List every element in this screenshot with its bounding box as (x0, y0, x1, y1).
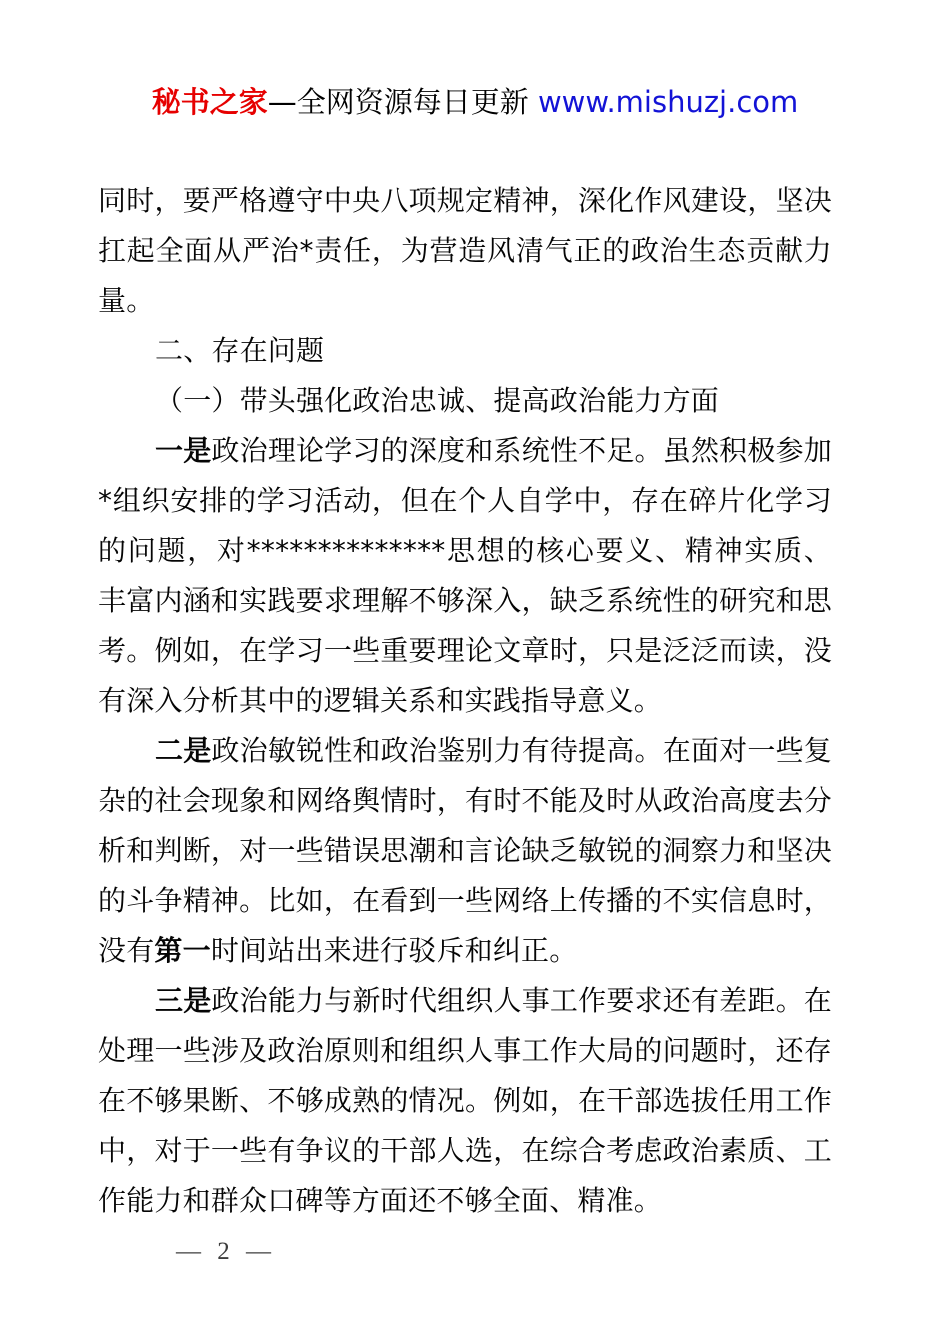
paragraph-2 (98, 326, 832, 376)
body-text: 政治能力与新时代组织人事工作要求还有差距。在处理一些涉及政治原则和组织人事工作大局的问题时，还存在不够果断、不够成熟的情况。例如，在干部选拔任用工作中，对于一些有争议的干部人选，在综合考虑政治素质、工作能力和群众口碑等方面还不够全面、精准。 (98, 984, 832, 1217)
paragraph-5 (98, 726, 832, 976)
paragraph-6 (98, 976, 832, 1226)
document-body (98, 176, 832, 1226)
body-text: 同时，要严格遵守中央八项规定精神，深化作风建设，坚决扛起全面从严治*责任，为营造风清气正的政治生态贡献力量。 (98, 184, 832, 317)
paragraph-3 (98, 376, 832, 426)
site-url: www.mishuzj.com (537, 85, 799, 119)
paragraph-1 (98, 176, 832, 326)
site-name: 秘书之家 (151, 85, 268, 119)
bold-text: 第一 (154, 934, 211, 967)
bold-text: 一是 (155, 434, 212, 467)
body-text: 政治敏锐性和政治鉴别力有待提高。在面对一些复杂的社会现象和网络舆情时，有时不能及时从政治高度去分析和判断，对一些错误思潮和言论缺乏敏锐的洞察力和坚决的斗争精神。比如，在看到一些网络上传播的不实信息时，没有 (98, 734, 832, 967)
site-tagline: —全网资源每日更新 (267, 85, 538, 119)
site-header (0, 84, 950, 120)
body-text: 时间站出来进行驳斥和纠正。 (210, 934, 578, 967)
body-text: 二、存在问题 (155, 334, 325, 367)
body-text: 政治理论学习的深度和系统性不足。虽然积极参加*组织安排的学习活动，但在个人自学中，存在碎片化学习的问题，对**************思想的核心要义、精神实质、丰富内涵和实践要求理解不够深入，缺乏系统性的研究和思考。例如，在学习一些重要理论文章时，只是泛泛而读，没有深入分析其中的逻辑关系和实践指导意义。 (98, 434, 832, 717)
bold-text: 二是 (155, 734, 212, 767)
body-text: （一）带头强化政治忠诚、提高政治能力方面 (155, 384, 720, 417)
paragraph-4 (98, 426, 832, 726)
bold-text: 三是 (155, 984, 212, 1017)
page-number: — 2 — (176, 1238, 276, 1265)
